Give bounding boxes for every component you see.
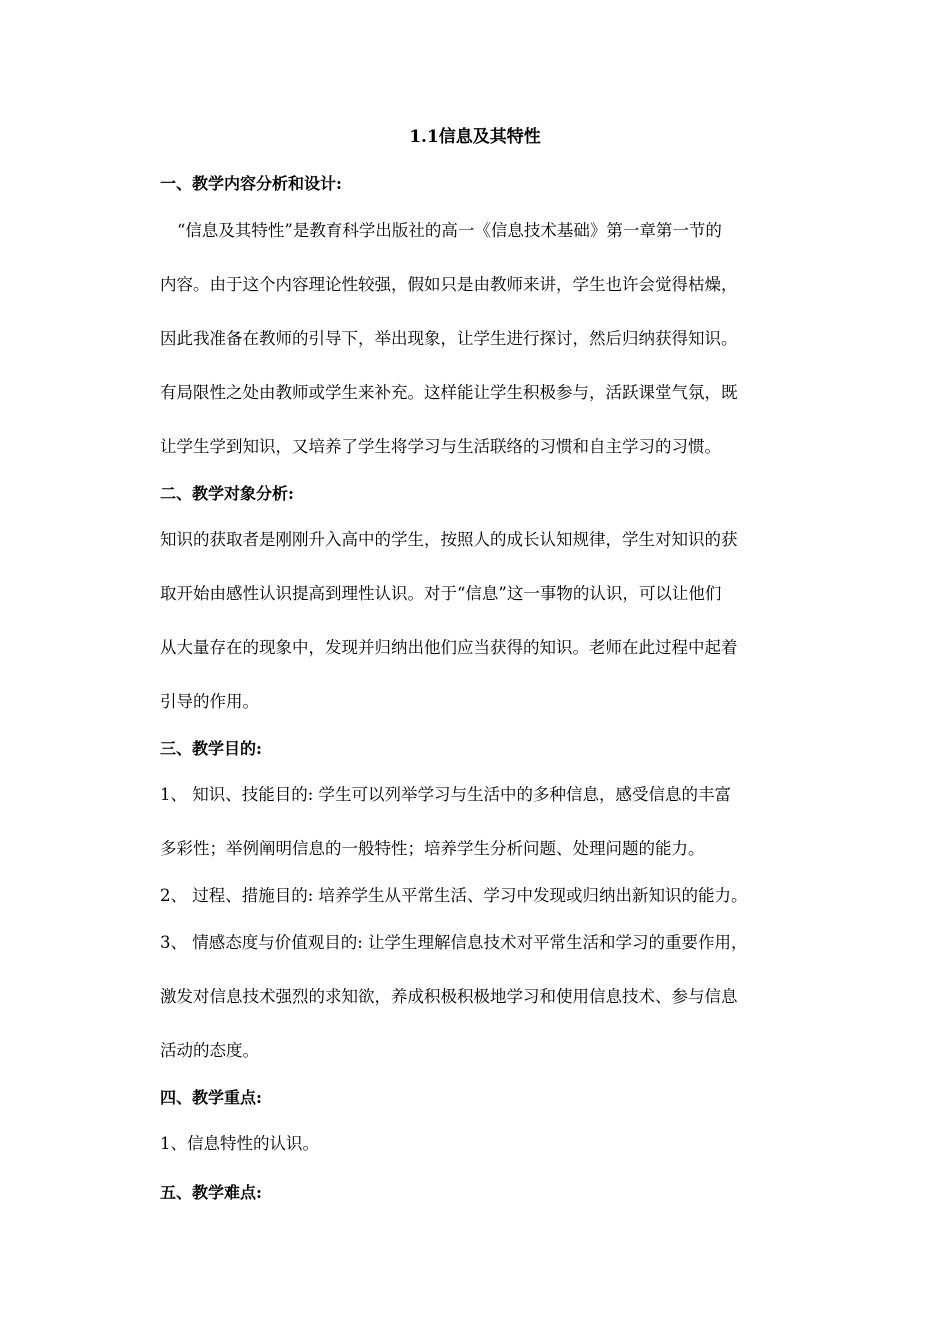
paragraph-line: 活动的态度。: [160, 1041, 259, 1060]
list-item: 1、 知识、技能目的: 学生可以列举学习与生活中的多种信息，感受信息的丰富: [160, 785, 732, 804]
list-item: 3、 情感态度与价值观目的: 让学生理解信息技术对平常生活和学习的重要作用，: [160, 933, 748, 952]
document-title: 1.1信息及其特性: [409, 127, 541, 147]
paragraph-line: 多彩性；举例阐明信息的一般特性；培养学生分析问题、处理问题的能力。: [160, 839, 705, 858]
paragraph-line: 内容。由于这个内容理论性较强，假如只是由教师来讲，学生也许会觉得枯燥，: [160, 275, 738, 294]
paragraph-line: 从大量存在的现象中，发现并归纳出他们应当获得的知识。老师在此过程中起着: [160, 638, 738, 657]
section-heading-audience-analysis: 二、教学对象分析:: [160, 484, 294, 503]
section-heading-difficulties: 五、教学难点:: [160, 1183, 262, 1202]
paragraph-line: 取开始由感性认识提高到理性认识。对于“信息”这一事物的认识，可以让他们: [160, 584, 722, 603]
list-item: 1、信息特性的认识。: [160, 1134, 319, 1153]
section-heading-teaching-goals: 三、教学目的:: [160, 739, 262, 758]
paragraph-line: 因此我准备在教师的引导下，举出现象，让学生进行探讨，然后归纳获得知识。: [160, 329, 738, 348]
paragraph-line: “信息及其特性”是教育科学出版社的高一《信息技术基础》第一章第一节的: [177, 221, 722, 240]
section-heading-key-points: 四、教学重点:: [160, 1088, 262, 1107]
paragraph-line: 有局限性之处由教师或学生来补充。这样能让学生积极参与，活跃课堂气氛，既: [160, 383, 738, 402]
paragraph-line: 知识的获取者是刚刚升入高中的学生，按照人的成长认知规律，学生对知识的获: [160, 530, 738, 549]
paragraph-line: 激发对信息技术强烈的求知欲，养成积极积极地学习和使用信息技术、参与信息: [160, 987, 738, 1006]
list-item: 2、 过程、措施目的: 培养学生从平常生活、学习中发现或归纳出新知识的能力。: [160, 886, 748, 905]
paragraph-line: 引导的作用。: [160, 692, 259, 711]
section-heading-content-analysis: 一、教学内容分析和设计:: [160, 174, 342, 193]
paragraph-line: 让学生学到知识，又培养了学生将学习与生活联络的习惯和自主学习的习惯。: [160, 437, 721, 456]
